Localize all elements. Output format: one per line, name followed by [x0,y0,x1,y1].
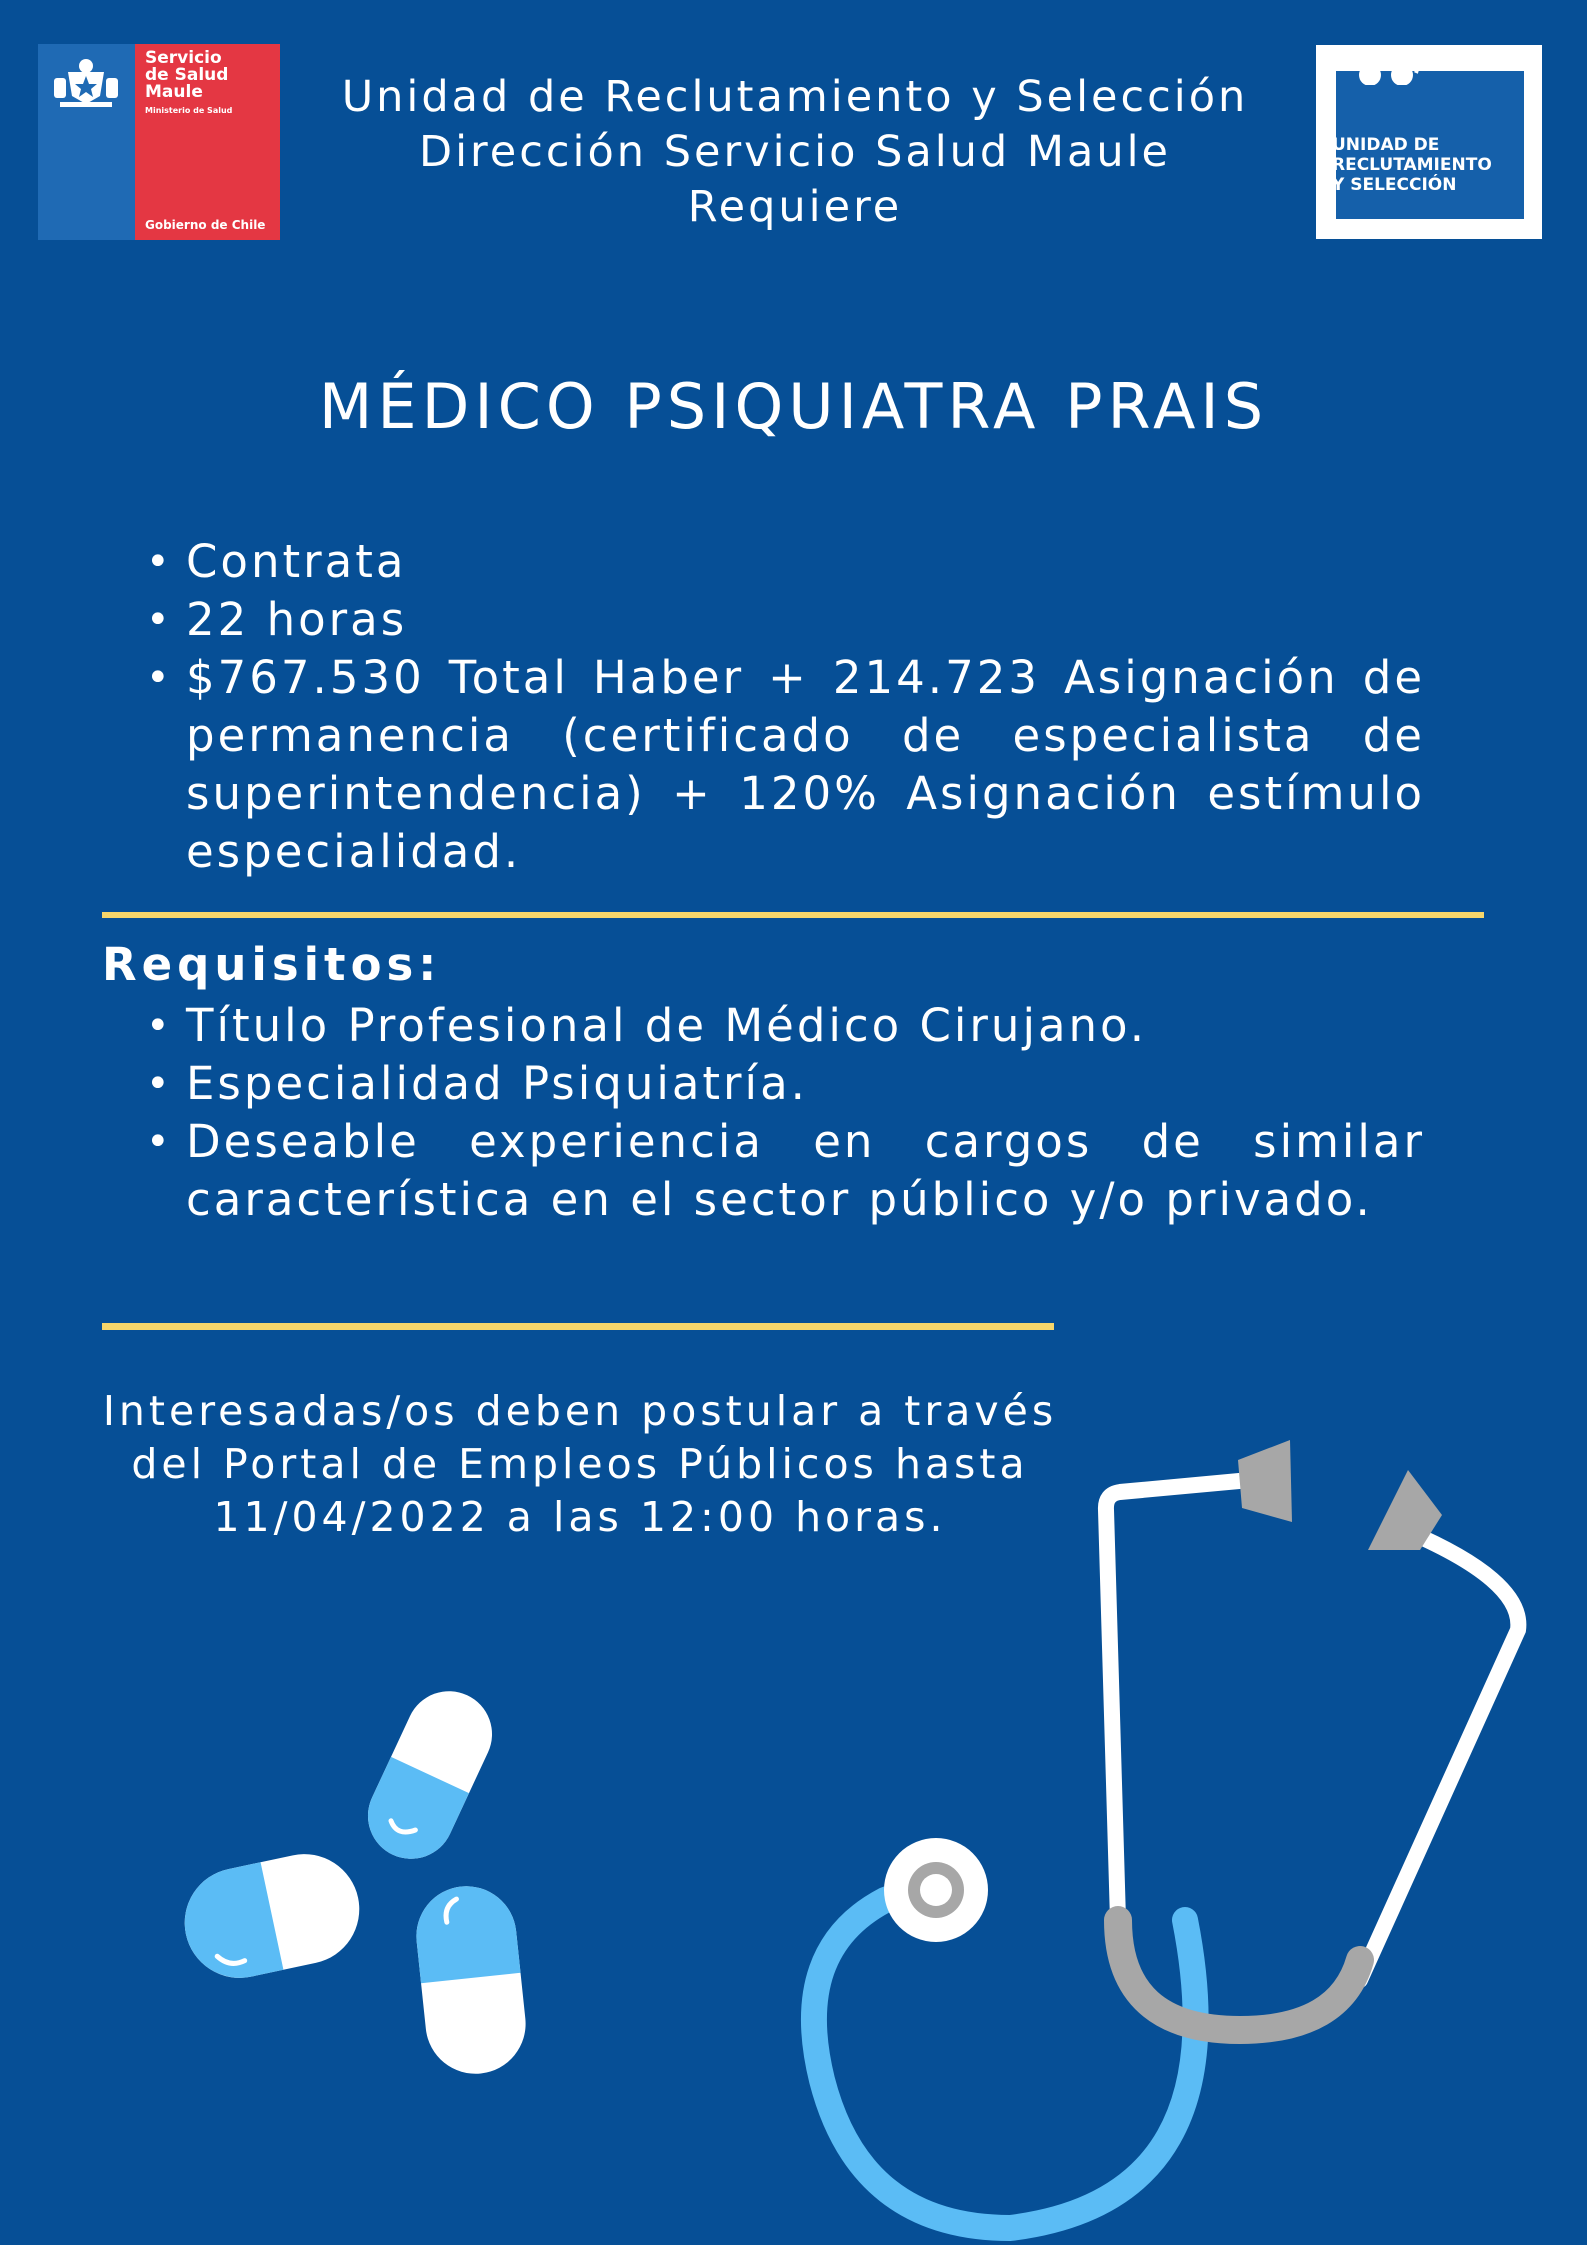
divider [102,912,1484,918]
logo-left-government: Gobierno de Chile [145,218,266,232]
header-line-2: Dirección Servicio Salud Maule [418,127,1171,177]
logo-left-ministry: Ministerio de Salud [145,106,233,115]
pills-icon [174,1677,530,2079]
header [300,70,1290,235]
deadline-line-1: Interesadas/os deben postular a través [102,1387,1058,1435]
condition-item: • 22 horas [102,591,1425,649]
illustrations [0,1380,1587,2245]
logo-left-name: Servicio de Salud Maule [145,48,229,102]
condition-item: • $767.530 Total Haber + 214.723 Asignación de permanencia (certificado de especialista de superintendencia) + 120% Asignación estímulo especialidad. [102,649,1425,881]
header-line-1: Unidad de Reclutamiento y Selección [341,72,1249,122]
requirement-item: • Deseable experiencia en cargos de similar característica en el sector público y/o privado. [102,1113,1425,1229]
requirements-label: Requisitos: [102,938,442,991]
servicio-salud-maule-logo [38,44,280,240]
conditions-list [102,533,1425,881]
job-title: MÉDICO PSIQUIATRA PRAIS [318,370,1269,443]
stethoscope-icon [814,1440,1518,2228]
requirements-list [102,997,1425,1229]
divider [102,1323,1054,1330]
chile-crest-icon [46,52,126,116]
requirement-item: • Especialidad Psiquiatría. [102,1055,1425,1113]
header-line-3: Requiere [687,182,903,232]
logo-right-text: UNIDAD DE RECLUTAMIENTO Y SELECCIÓN [1332,135,1492,195]
condition-item: • Contrata [102,533,1425,591]
unidad-reclutamiento-logo [1316,45,1542,239]
deadline-line-3: 11/04/2022 a las 12:00 horas. [213,1493,947,1541]
requirement-item: • Título Profesional de Médico Cirujano. [102,997,1425,1055]
deadline-line-2: del Portal de Empleos Públicos hasta [131,1440,1029,1488]
